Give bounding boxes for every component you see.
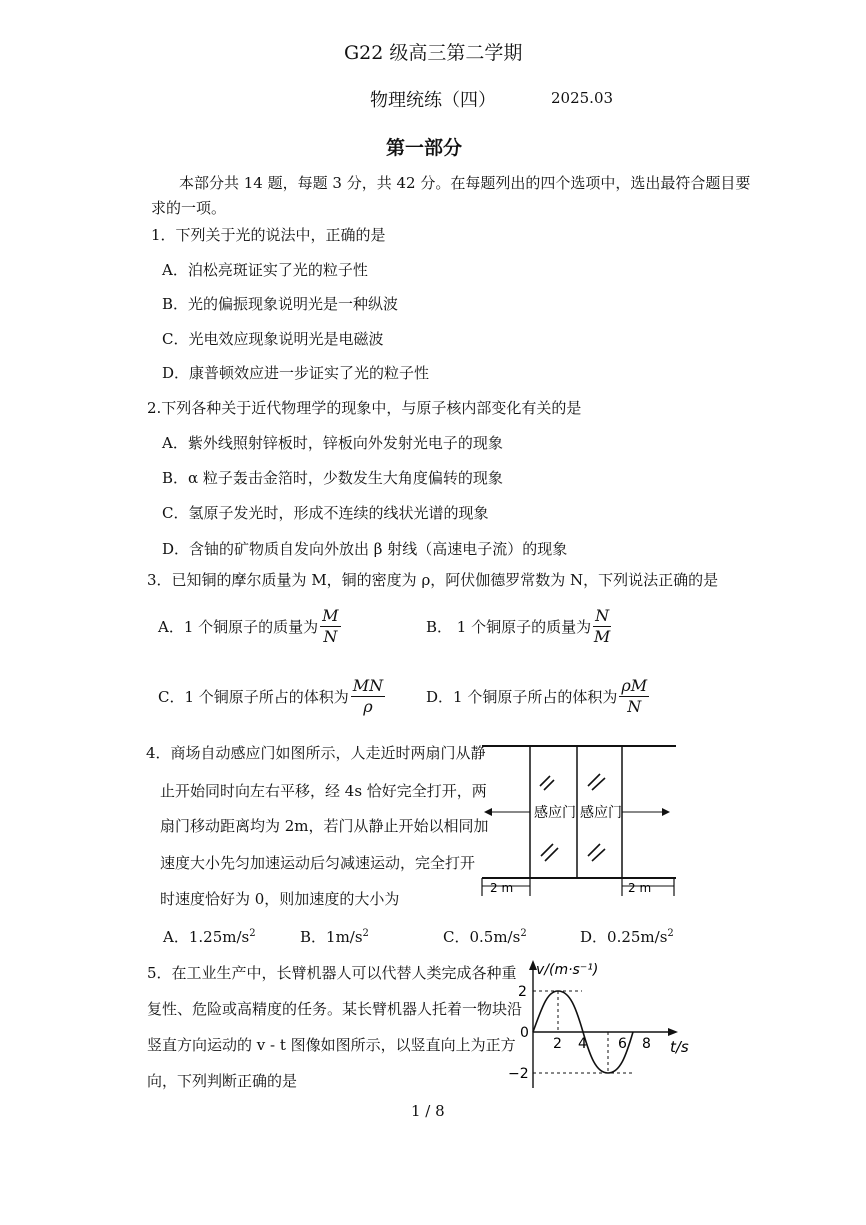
q4-option-c-exponent: 2 [520, 928, 527, 939]
q4-option-a-exponent: 2 [249, 928, 256, 939]
q3-option-b [426, 606, 611, 647]
q1-option-d: D．康普顿效应进一步证实了光的粒子性 [162, 364, 430, 382]
vt-graph [500, 956, 710, 1092]
q4-option-a [163, 926, 256, 947]
intro-line-1: 本部分共 14 题，每题 3 分，共 42 分。在每题列出的四个选项中，选出最符合题目要 [179, 174, 751, 192]
y-tick-2: 2 [518, 984, 527, 1000]
x-axis-label: t/s [670, 1038, 689, 1056]
fraction-denominator: N [323, 627, 338, 646]
fraction-denominator: ρ [363, 697, 373, 716]
exam-subtitle: 物理统练（四） [370, 90, 496, 111]
fraction-numerator: N [595, 606, 610, 625]
q1-option-b: B．光的偏振现象说明光是一种纵波 [162, 295, 399, 313]
exam-title: G22 级高三第二学期 [344, 42, 523, 64]
q3-option-d-fraction [619, 676, 649, 717]
q2-option-a: A．紫外线照射锌板时，锌板向外发射光电子的现象 [162, 434, 503, 452]
q4-line-1: 4．商场自动感应门如图所示，人走近时两扇门从静 [146, 744, 486, 762]
q2-option-b: B．α 粒子轰击金箔时，少数发生大角度偏转的现象 [162, 469, 503, 487]
q1-stem: 1．下列关于光的说法中，正确的是 [151, 226, 386, 244]
q4-option-b-exponent: 2 [362, 928, 369, 939]
q5-line-4: 向，下列判断正确的是 [147, 1072, 298, 1090]
door-left-label: 感应门 [534, 805, 576, 821]
q3-option-b-fraction [593, 606, 611, 647]
fraction-denominator: M [593, 627, 611, 646]
q4-line-5: 时速度恰好为 0，则加速度的大小为 [160, 890, 400, 908]
q3-option-c [158, 676, 385, 717]
dim-left-label: 2 m [490, 881, 514, 895]
q4-line-4: 速度大小先匀加速运动后匀减速运动，完全打开 [160, 854, 476, 872]
dim-right-label: 2 m [628, 881, 652, 895]
y-tick-0: 0 [520, 1025, 529, 1041]
q2-option-c: C．氢原子发光时，形成不连续的线状光谱的现象 [162, 504, 489, 522]
q1-option-c: C．光电效应现象说明光是电磁波 [162, 330, 384, 348]
q3-option-d-text: D．1 个铜原子所占的体积为 [426, 688, 618, 706]
q4-line-2: 止开始同时向左右平移，经 4s 恰好完全打开，两 [160, 782, 487, 800]
q4-option-d [580, 926, 674, 947]
q2-stem: 2.下列各种关于近代物理学的现象中，与原子核内部变化有关的是 [147, 399, 582, 417]
q3-stem: 3．已知铜的摩尔质量为 M，铜的密度为 ρ，阿伏伽德罗常数为 N，下列说法正确的是 [147, 571, 719, 589]
exam-date: 2025.03 [551, 89, 614, 107]
fraction-numerator: M [322, 606, 339, 625]
q3-option-a [158, 606, 341, 647]
q4-line-3: 扇门移动距离均为 2m，若门从静止开始以相同加 [160, 817, 489, 835]
q3-option-b-text: B． 1 个铜原子的质量为 [426, 618, 592, 636]
q5-line-3: 竖直方向运动的 v - t 图像如图所示，以竖直向上为正方 [147, 1036, 516, 1054]
sliding-door-figure [478, 738, 678, 900]
fraction-denominator: N [627, 697, 642, 716]
q5-line-2: 复性、危险或高精度的任务。某长臂机器人托着一物块沿 [147, 1000, 523, 1018]
door-right-label: 感应门 [580, 805, 622, 821]
q4-option-a-text: A．1.25m/s [163, 928, 250, 946]
y-tick-neg2: −2 [508, 1066, 529, 1082]
q4-option-c-text: C．0.5m/s [443, 928, 521, 946]
y-axis-label: v/(m·s⁻¹) [536, 962, 599, 978]
page-number: 1 / 8 [411, 1102, 445, 1120]
q4-option-d-exponent: 2 [667, 928, 674, 939]
q4-option-b [300, 926, 369, 947]
q4-option-d-text: D．0.25m/s [580, 928, 668, 946]
x-tick-6: 6 [618, 1036, 627, 1052]
q3-option-a-text: A．1 个铜原子的质量为 [158, 618, 319, 636]
part-heading: 第一部分 [386, 137, 463, 159]
x-tick-8: 8 [642, 1036, 651, 1052]
q4-option-c [443, 926, 527, 947]
q1-option-a: A．泊松亮斑证实了光的粒子性 [162, 261, 368, 279]
x-tick-4: 4 [578, 1036, 587, 1052]
q3-option-c-text: C．1 个铜原子所占的体积为 [158, 688, 349, 706]
q3-option-c-fraction [351, 676, 385, 717]
q4-option-b-text: B．1m/s [300, 928, 363, 946]
x-tick-2: 2 [553, 1036, 562, 1052]
fraction-numerator: MN [352, 676, 384, 695]
q3-option-d [426, 676, 649, 717]
fraction-numerator: ρM [621, 676, 648, 695]
q5-line-1: 5．在工业生产中，长臂机器人可以代替人类完成各种重 [147, 964, 517, 982]
intro-line-2: 求的一项。 [151, 199, 227, 217]
q2-option-d: D．含铀的矿物质自发向外放出 β 射线（高速电子流）的现象 [162, 540, 568, 558]
q3-option-a-fraction [320, 606, 340, 647]
